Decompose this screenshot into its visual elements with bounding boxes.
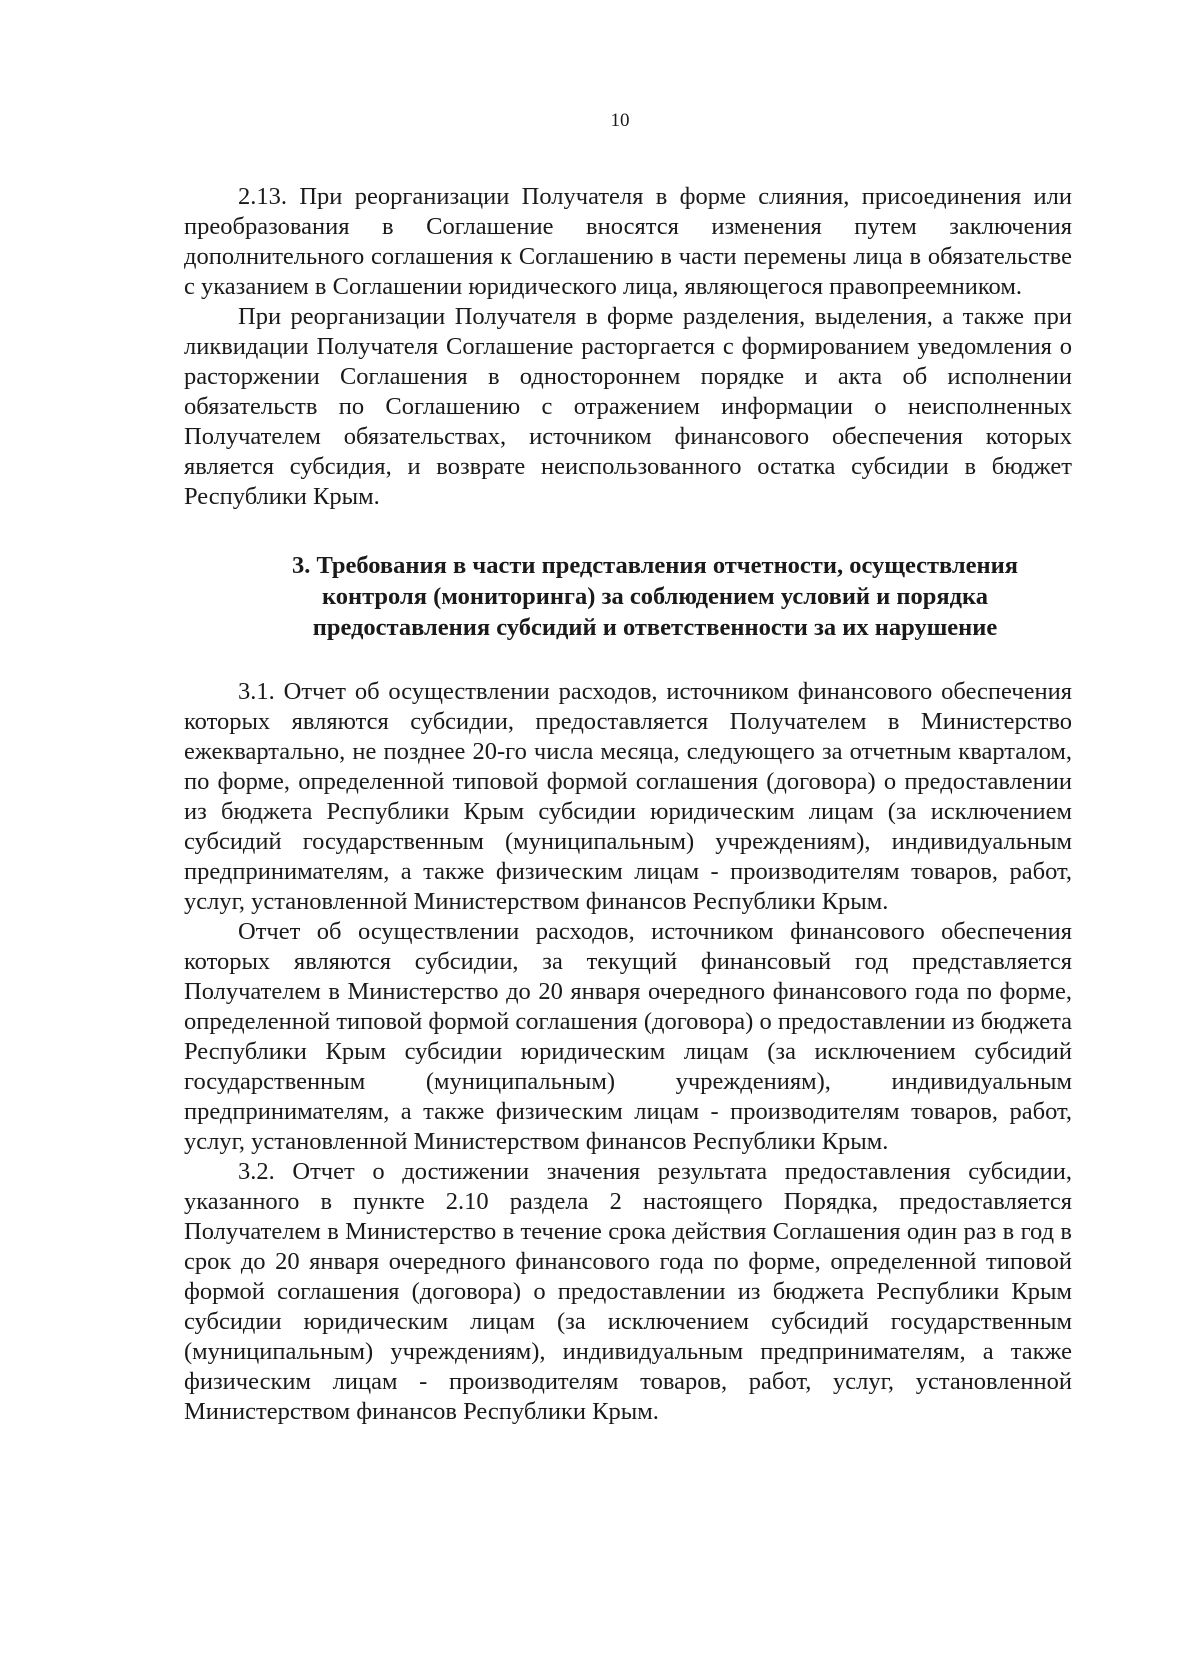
- paragraph-3-2: 3.2. Отчет о достижении значения результата предоставления субсидии, указанного в пункте 2.10 раздела 2 настоящего Порядка, предоставляется Получателем в Министерство в течение срока действия Соглашения один раз в год в срок до 20 января очередного финансового года по форме, определенной типовой формой соглашения (договора) о предоставлении из бюджета Республики Крым субсидии юридическим лицам (за исключением субсидий государственным (муниципальным) учреждениям), индивидуальным предпринимателям, а также физическим лицам - производителям товаров, работ, услуг, установленной Министерством финансов Республики Крым.: [184, 1158, 1072, 1425]
- paragraph-2-13: 2.13. При реорганизации Получателя в форме слияния, присоединения или преобразования в Соглашение вносятся изменения путем заключения дополнительного соглашения к Соглашению в части перемены лица в обязательстве с указанием в Соглашении юридического лица, являющегося правопреемником.: [184, 183, 1072, 300]
- paragraph-3-1: 3.1. Отчет об осуществлении расходов, источником финансового обеспечения которых являются субсидии, предоставляется Получателем в Министерство ежеквартально, не позднее 20-го числа месяца, следующего за отчетным кварталом, по форме, определенной типовой формой соглашения (договора) о предоставлении из бюджета Республики Крым субсидии юридическим лицам (за исключением субсидий государственным (муниципальным) учреждениям), индивидуальным предпринимателям, а также физическим лицам - производителям товаров, работ, услуг, установленной Министерством финансов Республики Крым.: [184, 678, 1072, 915]
- paragraph-annual-report: Отчет об осуществлении расходов, источником финансового обеспечения которых являются субсидии, за текущий финансовый год представляется Получателем в Министерство до 20 января очередного финансового года по форме, определенной типовой формой соглашения (договора) о предоставлении из бюджета Республики Крым субсидии юридическим лицам (за исключением субсидий государственным (муниципальным) учреждениям), индивидуальным предпринимателям, а также физическим лицам - производителям товаров, работ, услуг, установленной Министерством финансов Республики Крым.: [184, 918, 1072, 1155]
- page-number: 10: [610, 110, 630, 131]
- section-heading: 3. Требования в части представления отчетности, осуществления контроля (мониторинга) за соблюдением условий и порядка предоставления субсидий и ответственности за их нарушение: [291, 552, 1019, 641]
- paragraph-reorganization: При реорганизации Получателя в форме разделения, выделения, а также при ликвидации Получателя Соглашение расторгается с формированием уведомления о расторжении Соглашения в одностороннем порядке и акта об исполнении обязательств по Соглашению с отражением информации о неисполненных Получателем обязательствах, источником финансового обеспечения которых является субсидия, и возврате неиспользованного остатка субсидии в бюджет Республики Крым.: [184, 303, 1072, 510]
- document-body: [184, 182, 1072, 1427]
